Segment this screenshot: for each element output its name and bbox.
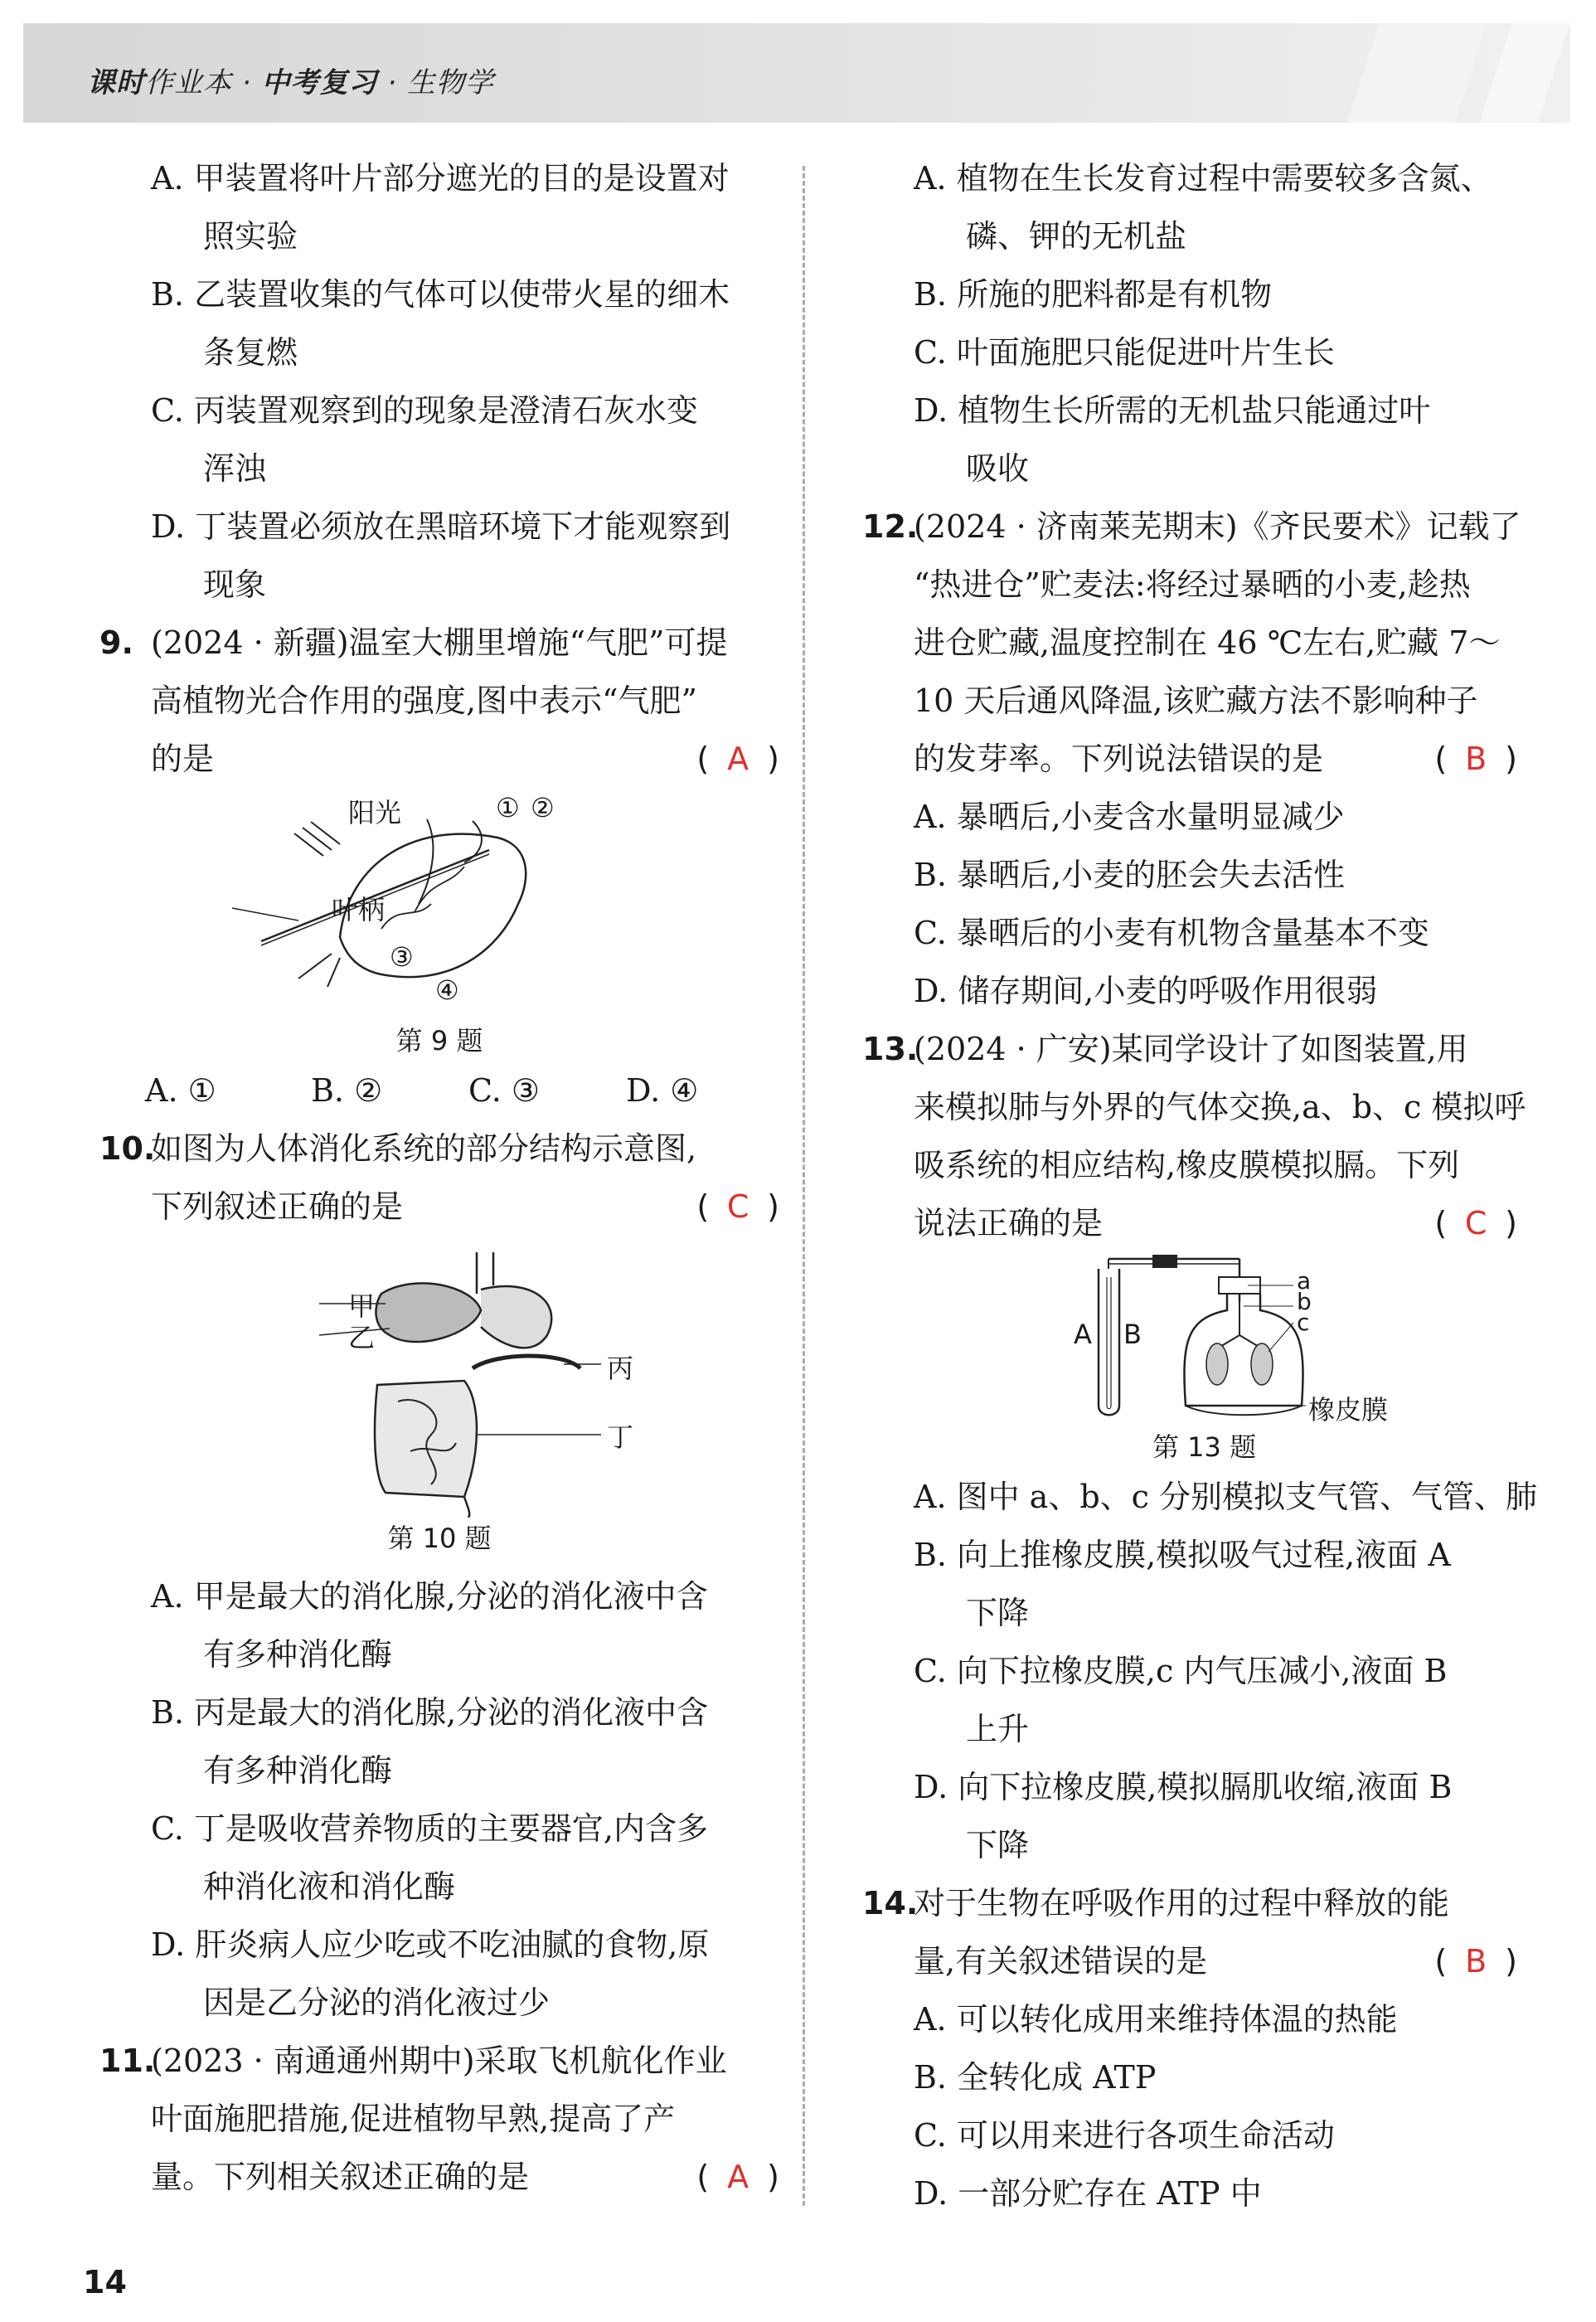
q10-option-d-cont: 因是乙分泌的消化液过少 <box>203 1984 551 2021</box>
question-text: 的是 <box>151 741 215 777</box>
label-yi: 乙 <box>348 1322 376 1353</box>
q9-option-b: B. ② <box>311 1072 383 1109</box>
figure-caption: 第 13 题 <box>1152 1431 1257 1463</box>
q9-option-a: A. ① <box>145 1072 216 1109</box>
q10-option-b: B. 丙是最大的消化腺,分泌的消化液中含 <box>151 1694 709 1731</box>
book-title: 课时作业本 · 中考复习 · 生物学 <box>87 66 494 100</box>
question-number: 13. <box>862 1031 919 1067</box>
question-number: 9. <box>99 624 133 661</box>
q12-option-a: A. 暴晒后,小麦含水量明显减少 <box>914 799 1345 835</box>
q12-option-c: C. 暴晒后的小麦有机物含量基本不变 <box>914 915 1429 951</box>
q10-option-d: D. 肝炎病人应少吃或不吃油腻的食物,原 <box>151 1926 710 1963</box>
q8-option-d-cont: 现象 <box>203 566 267 603</box>
question-text: (2023 · 南通通州期中)采取飞机航化作业 <box>151 2043 727 2079</box>
label-c: c <box>1297 1309 1310 1336</box>
q14-option-c: C. 可以用来进行各项生命活动 <box>914 2117 1335 2154</box>
q8-option-a-cont: 照实验 <box>203 218 298 255</box>
question-text: 10 天后通风降温,该贮藏方法不影响种子 <box>914 683 1478 719</box>
q8-option-d: D. 丁装置必须放在黑暗环境下才能观察到 <box>151 508 731 545</box>
q13-option-b: B. 向上推橡皮膜,模拟吸气过程,液面 A <box>914 1537 1451 1573</box>
q8-option-c: C. 丙装置观察到的现象是澄清石灰水变 <box>151 392 698 429</box>
q11-option-d-cont: 吸收 <box>966 450 1030 487</box>
question-9 <box>99 614 779 1120</box>
question-text: 高植物光合作用的强度,图中表示“气肥” <box>151 683 697 719</box>
answer-bracket: ( A ) <box>696 2148 779 2206</box>
digestive-system-diagram <box>99 1236 779 1518</box>
q10-option-c-cont: 种消化液和消化酶 <box>203 1868 456 1905</box>
question-text: 叶面施肥措施,促进植物早熟,提高了产 <box>151 2101 676 2137</box>
leaf-figure <box>99 788 779 1020</box>
question-11 <box>99 2032 779 2206</box>
digestive-figure <box>99 1236 779 1518</box>
q9-option-c: C. ③ <box>468 1072 540 1109</box>
q10-option-b-cont: 有多种消化酶 <box>203 1752 393 1789</box>
question-text: (2024 · 济南莱芜期末)《齐民要术》记载了 <box>914 508 1521 545</box>
question-text: 量,有关叙述错误的是 <box>914 1943 1208 1980</box>
question-text: (2024 · 广安)某同学设计了如图装置,用 <box>914 1031 1468 1067</box>
q9-option-d: D. ④ <box>626 1072 699 1109</box>
label-sunlight: 阳光 <box>348 797 402 828</box>
question-text: 来模拟肺与外界的气体交换,a、b、c 模拟呼 <box>914 1089 1526 1125</box>
question-text: 说法正确的是 <box>914 1205 1104 1241</box>
question-text: 对于生物在呼吸作用的过程中释放的能 <box>914 1885 1450 1921</box>
left-column <box>99 149 779 2206</box>
q9-options <box>99 1061 779 1120</box>
question-text: 下列叙述正确的是 <box>151 1188 404 1225</box>
label-4: ④ <box>435 974 459 1006</box>
q10-option-a-cont: 有多种消化酶 <box>203 1636 393 1673</box>
question-text: “热进仓”贮麦法:将经过暴晒的小麦,趁热 <box>914 566 1471 603</box>
label-3: ③ <box>390 941 414 973</box>
q14-option-b: B. 全转化成 ATP <box>914 2059 1157 2096</box>
question-text: (2024 · 新疆)温室大棚里增施“气肥”可提 <box>151 624 728 661</box>
lung-model-figure <box>862 1252 1517 1426</box>
q8-option-a: A. 甲装置将叶片部分遮光的目的是设置对 <box>151 160 730 197</box>
q12-option-b: B. 暴晒后,小麦的胚会失去活性 <box>914 857 1346 893</box>
answer-mark: C <box>1464 1205 1487 1241</box>
answer-mark: A <box>727 741 749 777</box>
label-a: a <box>1297 1267 1312 1295</box>
q14-option-a: A. 可以转化成用来维持体温的热能 <box>914 2001 1398 2038</box>
answer-bracket: ( A ) <box>696 730 779 788</box>
q8-options <box>99 149 779 614</box>
q11-options <box>862 149 1517 498</box>
header-decoration <box>1480 23 1570 123</box>
label-2: ② <box>531 792 555 823</box>
q12-option-d: D. 储存期间,小麦的呼吸作用很弱 <box>914 973 1378 1009</box>
lung-model-diagram <box>862 1252 1517 1426</box>
label-B: B <box>1123 1319 1142 1350</box>
answer-mark: B <box>1465 741 1487 777</box>
header-decoration <box>1347 23 1487 123</box>
question-text: 的发芽率。下列说法错误的是 <box>914 741 1324 777</box>
q13-option-b-cont: 下降 <box>966 1595 1030 1631</box>
q13-option-c: C. 向下拉橡皮膜,c 内气压减小,液面 B <box>914 1653 1448 1689</box>
question-text: 吸系统的相应结构,橡皮膜模拟膈。下列 <box>914 1147 1460 1183</box>
question-12 <box>862 498 1521 1020</box>
right-column <box>862 149 1538 2222</box>
q11-option-d: D. 植物生长所需的无机盐只能通过叶 <box>914 392 1431 429</box>
page-number: 14 <box>83 2264 127 2300</box>
question-number: 10. <box>99 1130 156 1167</box>
label-A: A <box>1074 1319 1092 1350</box>
q13-option-c-cont: 上升 <box>966 1711 1030 1747</box>
question-number: 14. <box>862 1885 919 1921</box>
answer-bracket: ( B ) <box>1434 730 1517 788</box>
question-number: 11. <box>99 2043 156 2079</box>
answer-mark: C <box>726 1188 749 1225</box>
q8-option-b: B. 乙装置收集的气体可以使带火星的细木 <box>151 276 730 313</box>
q8-option-b-cont: 条复燃 <box>203 334 298 371</box>
q11-option-b: B. 所施的肥料都是有机物 <box>914 276 1273 313</box>
q14-option-d: D. 一部分贮存在 ATP 中 <box>914 2175 1262 2212</box>
figure-caption: 第 9 题 <box>395 1025 483 1057</box>
q10-option-a: A. 甲是最大的消化腺,分泌的消化液中含 <box>151 1578 708 1615</box>
q13-option-a: A. 图中 a、b、c 分别模拟支气管、气管、肺 <box>914 1479 1538 1515</box>
question-number: 12. <box>862 508 919 545</box>
question-text: 如图为人体消化系统的部分结构示意图, <box>151 1130 697 1167</box>
q11-option-c: C. 叶面施肥只能促进叶片生长 <box>914 334 1335 371</box>
q8-option-c-cont: 浑浊 <box>203 450 267 487</box>
q11-option-a: A. 植物在生长发育过程中需要较多含氮、 <box>914 160 1492 197</box>
answer-mark: A <box>727 2159 749 2195</box>
question-13 <box>862 1020 1538 1874</box>
label-membrane: 橡皮膜 <box>1308 1394 1389 1426</box>
question-10 <box>99 1120 779 2032</box>
label-b: b <box>1297 1288 1312 1315</box>
label-bing: 丙 <box>607 1353 634 1384</box>
answer-bracket: ( C ) <box>696 1178 779 1236</box>
answer-bracket: ( C ) <box>1434 1194 1517 1252</box>
answer-mark: B <box>1465 1943 1487 1980</box>
q10-option-c: C. 丁是吸收营养物质的主要器官,内含多 <box>151 1810 708 1847</box>
figure-caption: 第 10 题 <box>387 1523 492 1554</box>
q13-option-d-cont: 下降 <box>966 1827 1030 1863</box>
column-divider <box>803 166 805 2206</box>
q13-option-d: D. 向下拉橡皮膜,模拟膈肌收缩,液面 B <box>914 1769 1453 1805</box>
question-text: 进仓贮藏,温度控制在 46 ℃左右,贮藏 7～ <box>914 624 1501 661</box>
answer-bracket: ( B ) <box>1434 1932 1517 1990</box>
label-ding: 丁 <box>607 1421 634 1453</box>
label-petiole: 叶柄 <box>332 894 386 925</box>
label-jia: 甲 <box>348 1290 376 1322</box>
question-14 <box>862 1874 1517 2222</box>
q11-option-a-cont: 磷、钾的无机盐 <box>966 218 1187 255</box>
question-text: 量。下列相关叙述正确的是 <box>151 2159 530 2195</box>
label-1: ① <box>496 792 520 823</box>
